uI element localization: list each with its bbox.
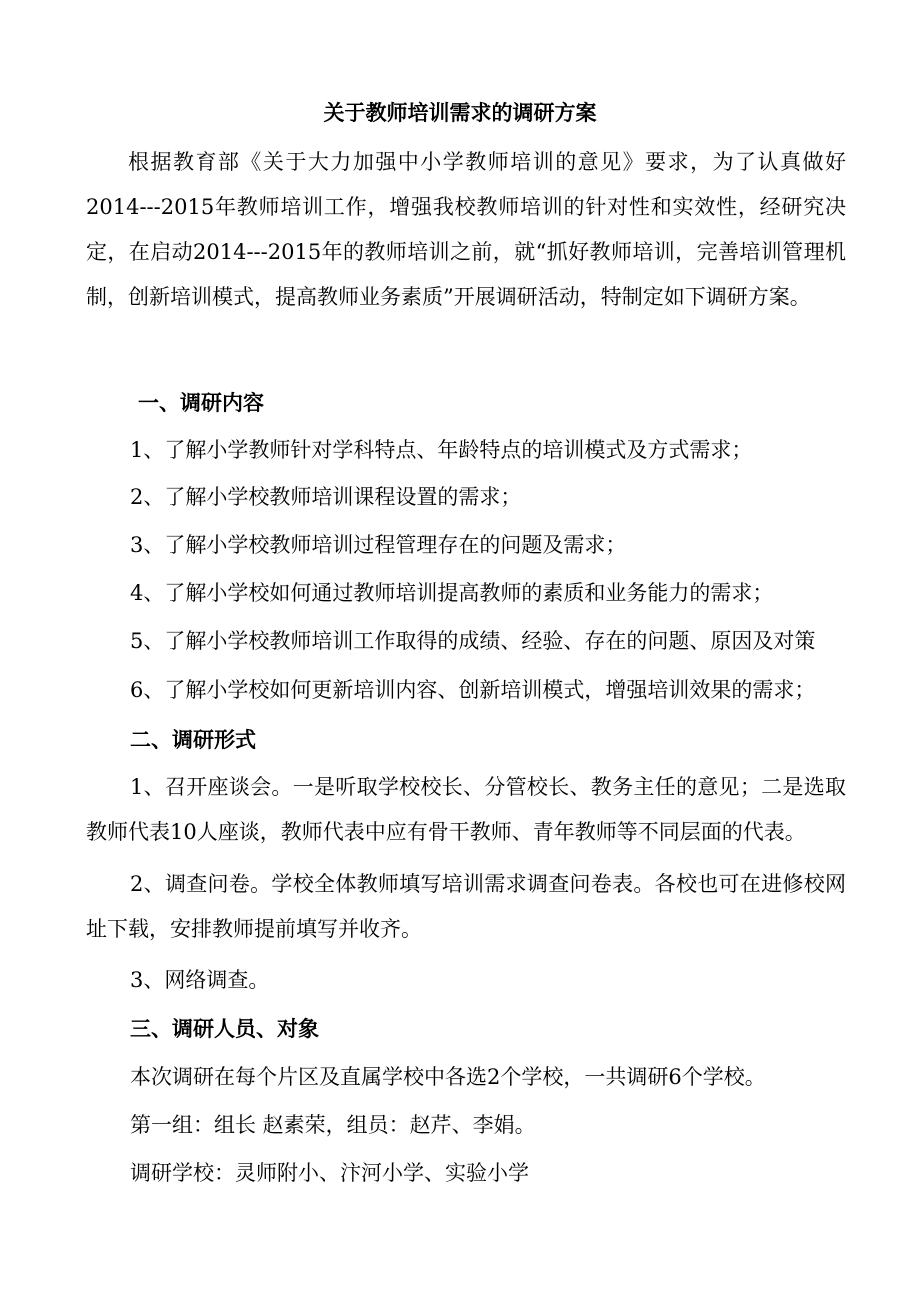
section-1-item-5: 5、了解小学校教师培训工作取得的成绩、经验、存在的问题、原因及对策 [130, 629, 816, 653]
intro-paragraph: 根据教育部《关于大力加强中小学教师培训的意见》要求，为了认真做好2014---2015年教师培训工作，增强我校教师培训的针对性和实效性，经研究决定，在启动2014---2015年的教师培训之前，就“抓好教师培训，完善培训管理机制，创新培训模式，提高教师业务素质”开展调研活动，特制定如下调研方案。 [86, 150, 846, 309]
section-1-item-6: 6、了解小学校如何更新培训内容、创新培训模式，增强培训效果的需求； [130, 678, 816, 702]
section-1-item-3: 3、了解小学校教师培训过程管理存在的问题及需求； [130, 533, 627, 557]
section-1-item-1: 1、了解小学教师针对学科特点、年龄特点的培训模式及方式需求； [130, 438, 753, 462]
section-1-heading: 一、调研内容 [138, 390, 264, 415]
section-3-line-2: 第一组：组长 赵素荣，组员：赵芹、李娟。 [130, 1113, 536, 1137]
section-3-heading: 三、调研人员、对象 [130, 1016, 319, 1041]
section-3-line-3: 调研学校：灵师附小、汴河小学、实验小学 [130, 1161, 529, 1185]
section-3-line-1: 本次调研在每个片区及直属学校中各选2个学校，一共调研6个学校。 [130, 1065, 766, 1089]
section-2-item-3: 3、网络调查。 [130, 968, 270, 992]
section-2-item-1: 1、召开座谈会。一是听取学校校长、分管校长、教务主任的意见；二是选取教师代表10人座谈，教师代表中应有骨干教师、青年教师等不同层面的代表。 [86, 775, 846, 844]
document-title: 关于教师培训需求的调研方案 [323, 100, 597, 125]
section-1-item-4: 4、了解小学校如何通过教师培训提高教师的素质和业务能力的需求； [130, 581, 774, 605]
section-2-item-2: 2、调查问卷。学校全体教师填写培训需求调查问卷表。各校也可在进修校网址下载，安排教师提前填写并收齐。 [86, 872, 846, 941]
section-1-item-2: 2、了解小学校教师培训课程设置的需求； [130, 485, 522, 509]
section-2-heading: 二、调研形式 [130, 727, 256, 752]
